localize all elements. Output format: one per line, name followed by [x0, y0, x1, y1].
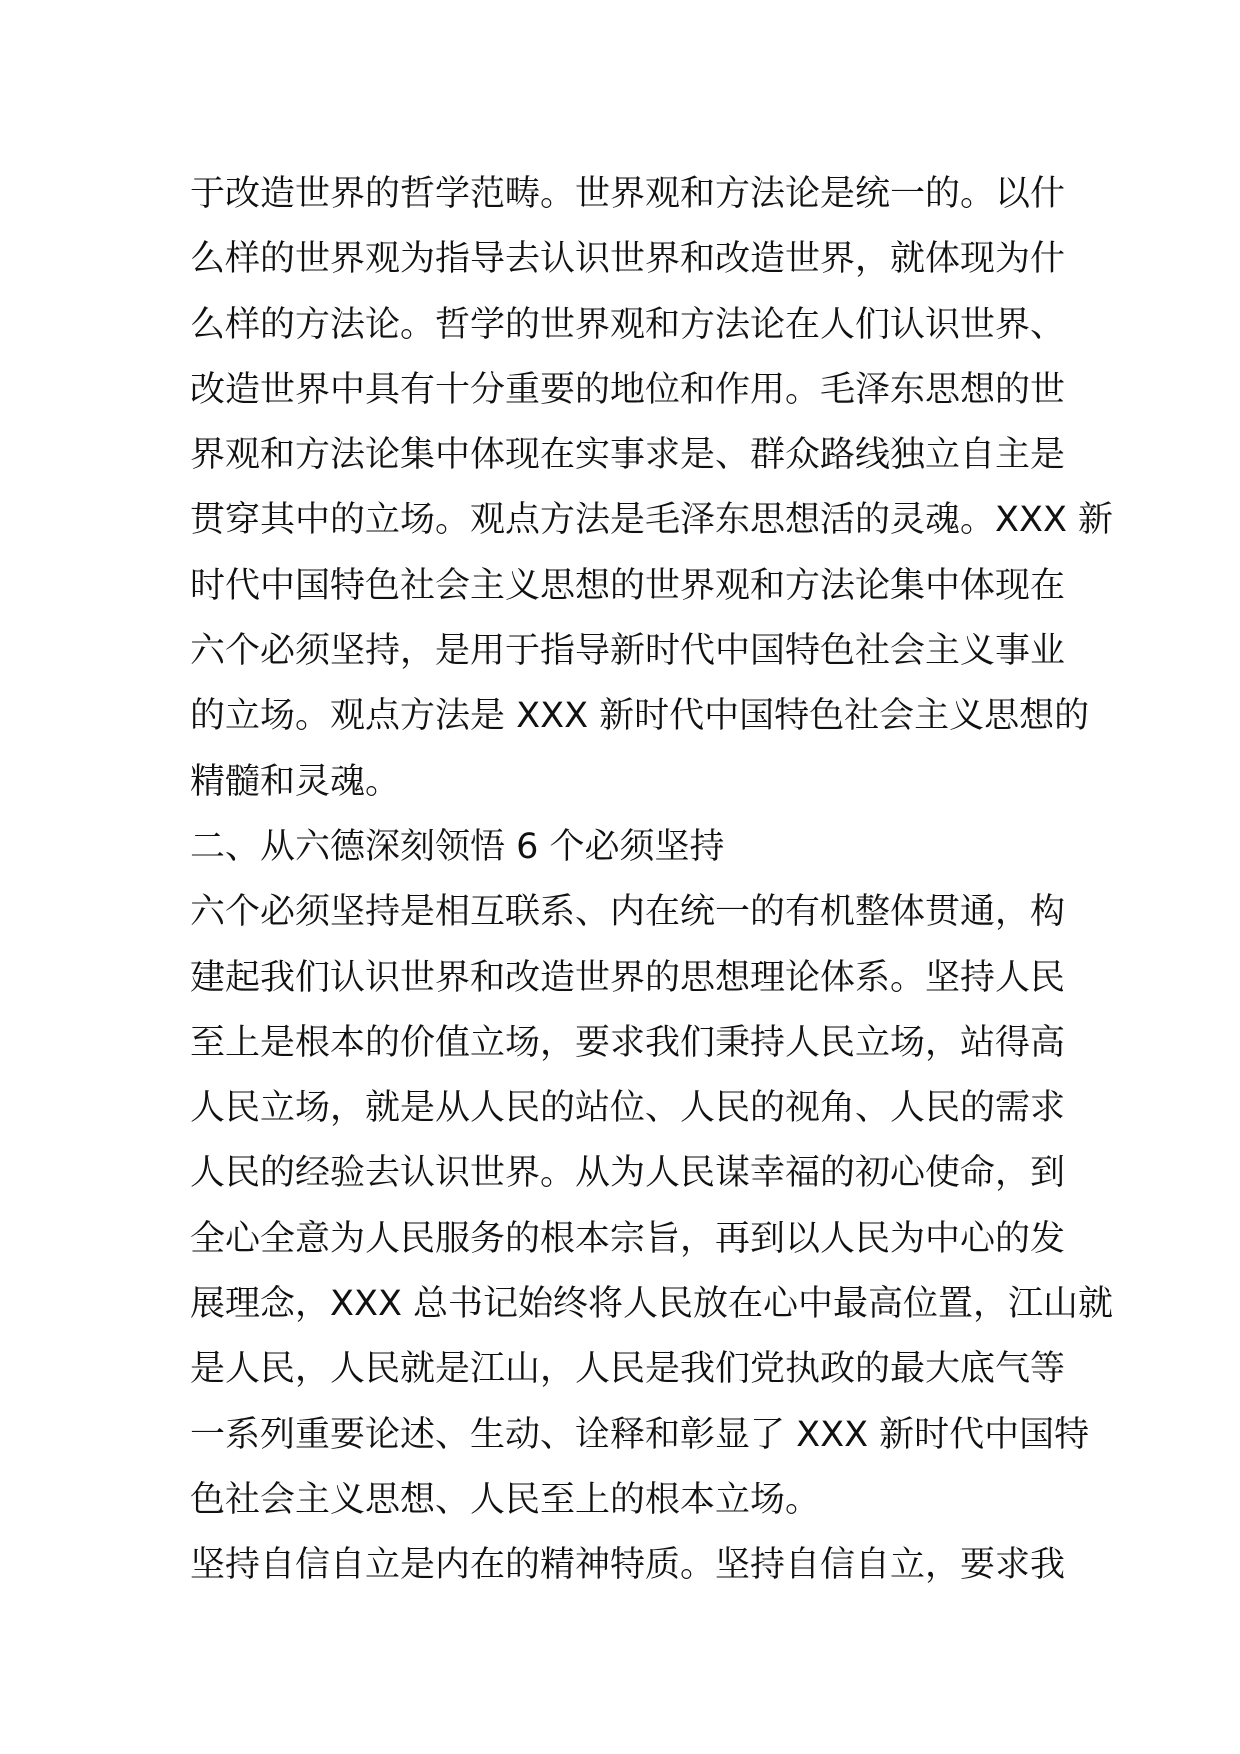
text-line: 色社会主义思想、人民至上的根本立场。 [190, 1479, 821, 1520]
text-line: 界观和方法论集中体现在实事求是、群众路线独立自主是 [190, 435, 1066, 476]
text-line: 么样的方法论。哲学的世界观和方法论在人们认识世界、 [190, 304, 1066, 345]
paragraph [190, 1533, 1070, 1598]
text-line: 坚持自信自立是内在的精神特质。坚持自信自立，要求我 [190, 1545, 1066, 1586]
text-line: 至上是根本的价值立场，要求我们秉持人民立场，站得高 [190, 1022, 1066, 1063]
text-line: 么样的世界观为指导去认识世界和改造世界，就体现为什 [190, 239, 1066, 280]
text-line: 六个必须坚持，是用于指导新时代中国特色社会主义事业 [190, 631, 1066, 672]
text-line: 建起我们认识世界和改造世界的思想理论体系。坚持人民 [190, 957, 1066, 998]
text-line: 于改造世界的哲学范畴。世界观和方法论是统一的。以什 [190, 174, 1066, 214]
text-line: 精髓和灵魂。 [190, 761, 401, 802]
text-line: 六个必须坚持是相互联系、内在统一的有机整体贯通，构 [190, 892, 1066, 933]
text-line: 人民立场，就是从人民的站位、人民的视角、人民的需求 [190, 1088, 1066, 1129]
section-heading [190, 815, 1070, 880]
document-page [190, 162, 1114, 1599]
text-line: 贯穿其中的立场。观点方法是毛泽东思想活的灵魂。XXX 新 [190, 500, 1114, 541]
text-line: 人民的经验去认识世界。从为人民谋幸福的初心使命，到 [190, 1153, 1066, 1194]
text-line: 时代中国特色社会主义思想的世界观和方法论集中体现在 [190, 565, 1066, 606]
paragraph [190, 880, 1114, 1533]
text-line: 改造世界中具有十分重要的地位和作用。毛泽东思想的世 [190, 369, 1066, 410]
text-line: 是人民，人民就是江山，人民是我们党执政的最大底气等 [190, 1349, 1066, 1390]
paragraph [190, 162, 1114, 815]
text-line: 一系列重要论述、生动、诠释和彰显了 XXX 新时代中国特 [190, 1414, 1090, 1455]
text-line: 展理念，XXX 总书记始终将人民放在心中最高位置，江山就 [190, 1284, 1114, 1325]
text-line: 的立场。观点方法是 XXX 新时代中国特色社会主义思想的 [190, 696, 1090, 737]
text-line: 全心全意为人民服务的根本宗旨，再到以人民为中心的发 [190, 1218, 1066, 1259]
text-line: 二、从六德深刻领悟 6 个必须坚持 [190, 826, 725, 867]
